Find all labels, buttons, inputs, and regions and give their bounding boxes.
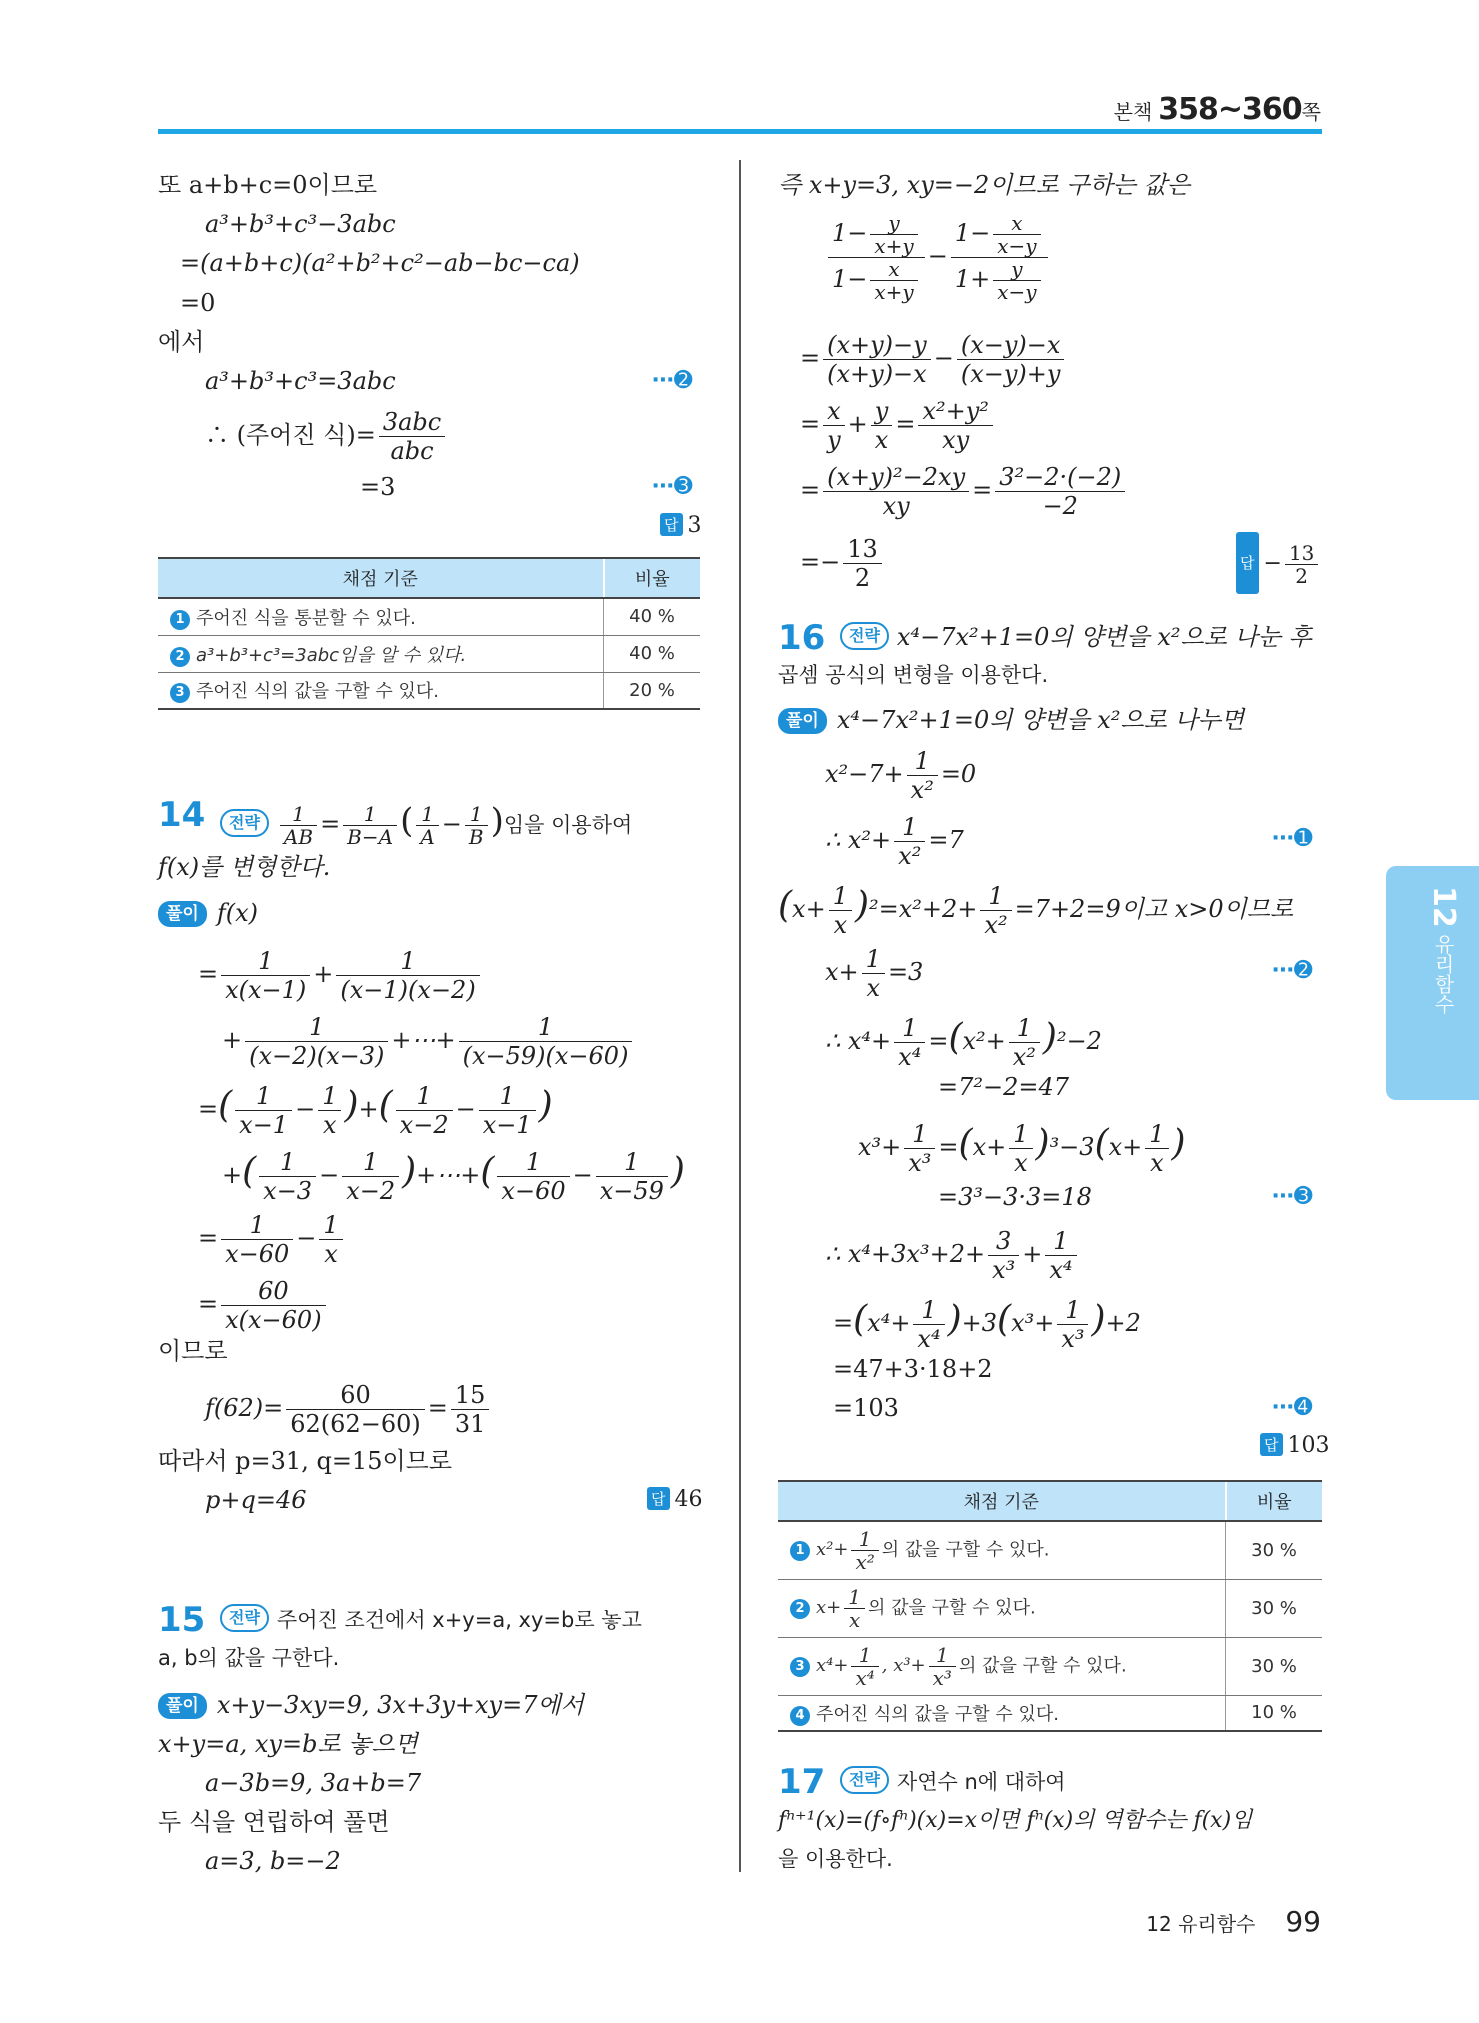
table-row [158,635,604,672]
criteria-text: a³+b³+c³=3abc임을 알 수 있다. [196,644,467,666]
ratio-cell: 10 % [1226,1695,1323,1731]
criteria-text: 의 값을 구할 수 있다. [881,1539,1050,1561]
right-eq-5 [800,530,885,594]
problem-15-strategy2: a, b의 값을 구한다. [158,1646,340,1670]
solution-tag: 풀이 [158,901,207,927]
p16-eq-11: =(x⁴+ $\frac{1}{\text{x⁴}}$ )+3(x³+ $\frac{1}{\text{x³}}$ )+2 [833,1296,1141,1353]
ratio-cell: 30 % [1226,1521,1323,1579]
right-line-1: 즉 x+y=3, xy=−2이므로 구하는 값은 [778,171,1190,199]
page-footer [1146,1905,1321,1938]
grading-table-13 [158,557,700,710]
solution-tag: 풀이 [158,1693,207,1719]
strategy-text: x⁴−7x²+1=0의 양변을 x²으로 나눈 후 [896,623,1312,651]
problem-16-strategy [820,622,1312,652]
answer-value: 103 [1287,1433,1330,1458]
strategy-text: 자연수 n에 대하여 [896,1770,1066,1794]
problem-15-solution-1 [158,1690,584,1720]
answer-14 [647,1487,703,1512]
marker-4: ⋯➍ [1272,1395,1313,1420]
left-line-2: a³+b³+c³−3abc [205,210,396,238]
header-suffix: 쪽 [1301,100,1321,124]
circle-number: 3 [170,683,190,703]
marker-3: ⋯➌ [652,474,693,499]
p14-eq-5: = $\frac{1}{x-60}$ − $\frac{1}{x}$ [198,1206,346,1270]
table-row [778,1695,1226,1731]
solution-text: x⁴−7x²+1=0의 양변을 x²으로 나누면 [836,706,1245,734]
circle-number: 4 [790,1706,810,1726]
strategy-tag: 전략 [840,622,889,650]
frac-num: 15 [451,1381,490,1410]
criteria-text: 의 값을 구할 수 있다. [867,1597,1036,1618]
problem-14-number: 14 [158,795,206,835]
fraction-3abc [379,408,445,465]
solution-text: f(x) [216,899,259,927]
ratio-cell: 30 % [1226,1579,1323,1637]
answer-tag: 답 [1236,532,1259,594]
answer-value: 3 [687,513,702,538]
ratio-cell: 20 % [604,672,701,709]
p16-eq-3: ∴ x²+ $\frac{1}{\text{x²}}$ =7 [825,813,964,870]
fraction-1-AB: $\frac{1}{AB}$ [280,803,317,848]
strategy-tag: 전략 [220,1604,269,1632]
p14-eq-6: = $\frac{60}{x(x-60)}$ [198,1272,329,1336]
frac-num: 13 [1285,542,1318,565]
eq-prefix: =− [800,548,841,576]
p16-eq-7: =7²−2=47 [938,1073,1070,1101]
fraction-1-B: $\frac{1}{B}$ [465,803,488,848]
p16-eq-6: ∴ x⁴+ $\frac{1}{\text{x⁴}}$ =(x²+ $\frac{1}{\text{x²}}$ )²−2 [825,1014,1102,1071]
criteria-text: 주어진 식의 값을 구할 수 있다. [816,1703,1059,1725]
solution-text: x+y−3xy=9, 3x+3y+xy=7에서 [216,1691,584,1719]
fraction-1-B-A: $\frac{1}{B-A}$ [343,803,397,848]
left-line-5: 에서 [158,328,205,356]
p14-final: p+q=46 [205,1486,307,1514]
p16-eq-8: x³+ $\frac{1}{\text{x³}}$ =(x+ $\frac{1}{x}$ )³−3(x+ $\frac{1}{x}$ ) [858,1120,1186,1177]
p16-eq-9: =3³−3·3=18 [938,1183,1092,1211]
circle-number: 2 [790,1599,810,1619]
answer-value: 46 [674,1487,703,1512]
circle-number: 1 [170,610,190,630]
ratio-cell: 40 % [604,598,701,635]
criteria-text: 주어진 식의 값을 구할 수 있다. [196,681,439,703]
table-header-criteria: 채점 기준 [778,1481,1226,1521]
footer-page-number: 99 [1285,1905,1321,1938]
solution-tag: 풀이 [778,708,827,734]
eq-tail: =9이고 x>0이므로 [1085,895,1294,923]
right-complex-fraction: 1− $\frac{y}{x+y}$ 1− $\frac{x}{x+y}$ − 1− $\frac{x}{x-y}$ 1+ $\frac{y}{x-y}$ [825,212,1051,303]
header-pages: 358~360 [1158,92,1302,127]
criteria-text: 주어진 식을 통분할 수 있다. [196,607,416,629]
table-header-criteria: 채점 기준 [158,558,604,598]
circle-number: 3 [790,1657,810,1677]
table-row [158,598,604,635]
frac-den: 62(62−60) [290,1410,421,1438]
marker-2: ⋯➋ [652,368,693,393]
marker-2b: ⋯➋ [1272,958,1313,983]
problem-15-strategy [200,1604,642,1635]
strategy-tag: 전략 [220,809,269,837]
frac-num: 60 [286,1381,424,1410]
given-expr-label: ∴ (주어진 식)= [205,421,376,449]
p16-eq-12: =47+3·18+2 [833,1355,993,1383]
left-line-8: =3 [360,473,396,501]
left-line-3: =(a+b+c)(a²+b²+c²−ab−bc−ca) [180,249,580,277]
p16-eq-13: =103 [833,1394,899,1422]
marker-3b: ⋯➌ [1272,1184,1313,1209]
criteria-text: 의 값을 구할 수 있다. [958,1655,1127,1676]
table-row: 1 x²+ $\frac{1}{\text{x²}}$ 의 값을 구할 수 있다. [778,1521,1226,1579]
problem-16-strategy2: 곱셈 공식의 변형을 이용한다. [778,663,1049,687]
problem-17-number: 17 [778,1762,826,1802]
answer-13 [660,513,702,538]
problem-15-solution-3: a−3b=9, 3a+b=7 [205,1769,422,1797]
p14-then: 따라서 p=31, q=15이므로 [158,1447,453,1475]
left-line-4: =0 [180,289,216,317]
answer-tag: 답 [660,513,683,536]
header-rule [158,129,1322,134]
frac-den: 2 [854,564,871,592]
strategy-text: 임을 이용하여 [503,813,633,837]
side-tab-number: 12 [1426,886,1461,928]
frac-num: 13 [843,535,882,564]
marker-1: ⋯➊ [1272,826,1313,851]
side-tab-text [1426,886,1461,1014]
header-label: 본책 [1113,100,1153,124]
footer-chapter: 12 유리함수 [1146,1912,1256,1936]
frac-den: 31 [454,1410,486,1438]
problem-15-number: 15 [158,1600,206,1640]
table-row [158,672,604,709]
right-eq-3: = $\frac{x}{y}$ + $\frac{y}{x}$ = $\frac{\text{x²+y²}}{xy}$ [800,392,996,456]
p14-f62: f(62)= $\frac{60}{62(62-60)}$ = $\frac{15}{31}$ [205,1376,492,1440]
p14-after: 이므로 [158,1337,228,1365]
problem-14-strategy: 전략 $\frac{1}{AB}$ = $\frac{1}{B-A}$ ( $\frac{1}{A}$ − $\frac{1}{B}$ )임을 이용하여 [200,793,632,853]
problem-15-solution-4: 두 식을 연립하여 풀면 [158,1808,390,1836]
problem-15-solution-5: a=3, b=−2 [205,1847,341,1875]
ratio-cell: 30 % [1226,1637,1323,1695]
problem-16-solution-1 [778,705,1244,735]
right-eq-4: = $\frac{\text{(x+y)²−2xy}}{xy}$ = $\frac{\text{3²−2·(−2)}}{-2}$ [800,458,1128,522]
left-line-7 [205,408,448,465]
page-header [1114,92,1321,127]
table-row: 2 x+ $\frac{1}{x}$ 의 값을 구할 수 있다. [778,1579,1226,1637]
side-tab-label: 유리함수 [1431,934,1455,1015]
frac-den: abc [390,437,434,465]
answer-tag: 답 [647,1487,670,1510]
p16-eq-5: x+ $\frac{1}{x}$ =3 [825,945,924,1002]
strategy-text: 주어진 조건에서 x+y=a, xy=b로 놓고 [276,1608,642,1632]
frac-num: 3abc [379,408,445,437]
answer-15 [1236,532,1321,594]
f62-label: f(62)= [205,1394,284,1422]
frac-den: 2 [1295,563,1309,588]
p16-eq-4: (x+ $\frac{1}{x}$ )²=x²+2+ $\frac{1}{\text{x²}}$ =7+2=9이고 x>0이므로 [778,882,1294,939]
answer-sign: − [1263,551,1282,576]
table-header-ratio: 비율 [1226,1481,1323,1521]
problem-16-number: 16 [778,618,826,658]
problem-15-solution-2: x+y=a, xy=b로 놓으면 [158,1730,418,1758]
table-header-ratio: 비율 [604,558,701,598]
circle-number: 1 [790,1541,810,1561]
strategy-tag: 전략 [840,1766,889,1794]
problem-14-solution-start [158,898,258,928]
p14-eq-4: +( $\frac{1}{x-3}$ − $\frac{1}{x-2}$ )+⋯+( $\frac{1}{x-60}$ − $\frac{1}{x-59}$ ) [222,1148,685,1205]
p14-eq-2: + $\frac{1}{(x-2)(x-3)}$ +⋯+ $\frac{1}{(x-59)(x-60)}$ [222,1008,635,1072]
table-row: 3 x⁴+ $\frac{1}{\text{x⁴}}$ , x³+ $\frac{1}{\text{x³}}$ 의 값을 구할 수 있다. [778,1637,1226,1695]
ratio-cell: 40 % [604,635,701,672]
p14-eq-3: =( $\frac{1}{x-1}$ − $\frac{1}{x}$ )+( $\frac{1}{x-2}$ − $\frac{1}{x-1}$ ) [198,1082,553,1139]
problem-14-strategy2: f(x)를 변형한다. [158,853,331,881]
problem-17-strategy2: fⁿ⁺¹(x)=(f∘fⁿ)(x)=x이면 fⁿ(x)의 역함수는 f(x)임 [778,1808,1253,1833]
problem-17-strategy [820,1766,1066,1797]
column-divider [739,160,741,1872]
grading-table-16 [778,1480,1322,1732]
left-line-1: 또 a+b+c=0이므로 [158,171,378,199]
right-eq-2: = $\frac{(x+y)-y}{(x+y)-x}$ − $\frac{(x-y)-x}{(x-y)+y}$ [800,326,1067,390]
chapter-side-tab[interactable] [1386,866,1479,1100]
answer-tag: 답 [1260,1433,1283,1456]
p16-eq-2: x²−7+ $\frac{1}{\text{x²}}$ =0 [825,747,977,804]
p16-eq-10: ∴ x⁴+3x³+2+ $\frac{3}{\text{x³}}$ + $\frac{1}{\text{x⁴}}$ [825,1222,1080,1286]
circle-number: 2 [170,647,190,667]
p14-eq-1: = $\frac{1}{x(x-1)}$ + $\frac{1}{(x-1)(x-2)}$ [198,942,483,1006]
left-line-6: a³+b³+c³=3abc [205,367,396,395]
problem-17-strategy3: 을 이용한다. [778,1847,893,1871]
answer-16 [1260,1433,1330,1458]
fraction-1-A: $\frac{1}{A}$ [416,803,438,848]
